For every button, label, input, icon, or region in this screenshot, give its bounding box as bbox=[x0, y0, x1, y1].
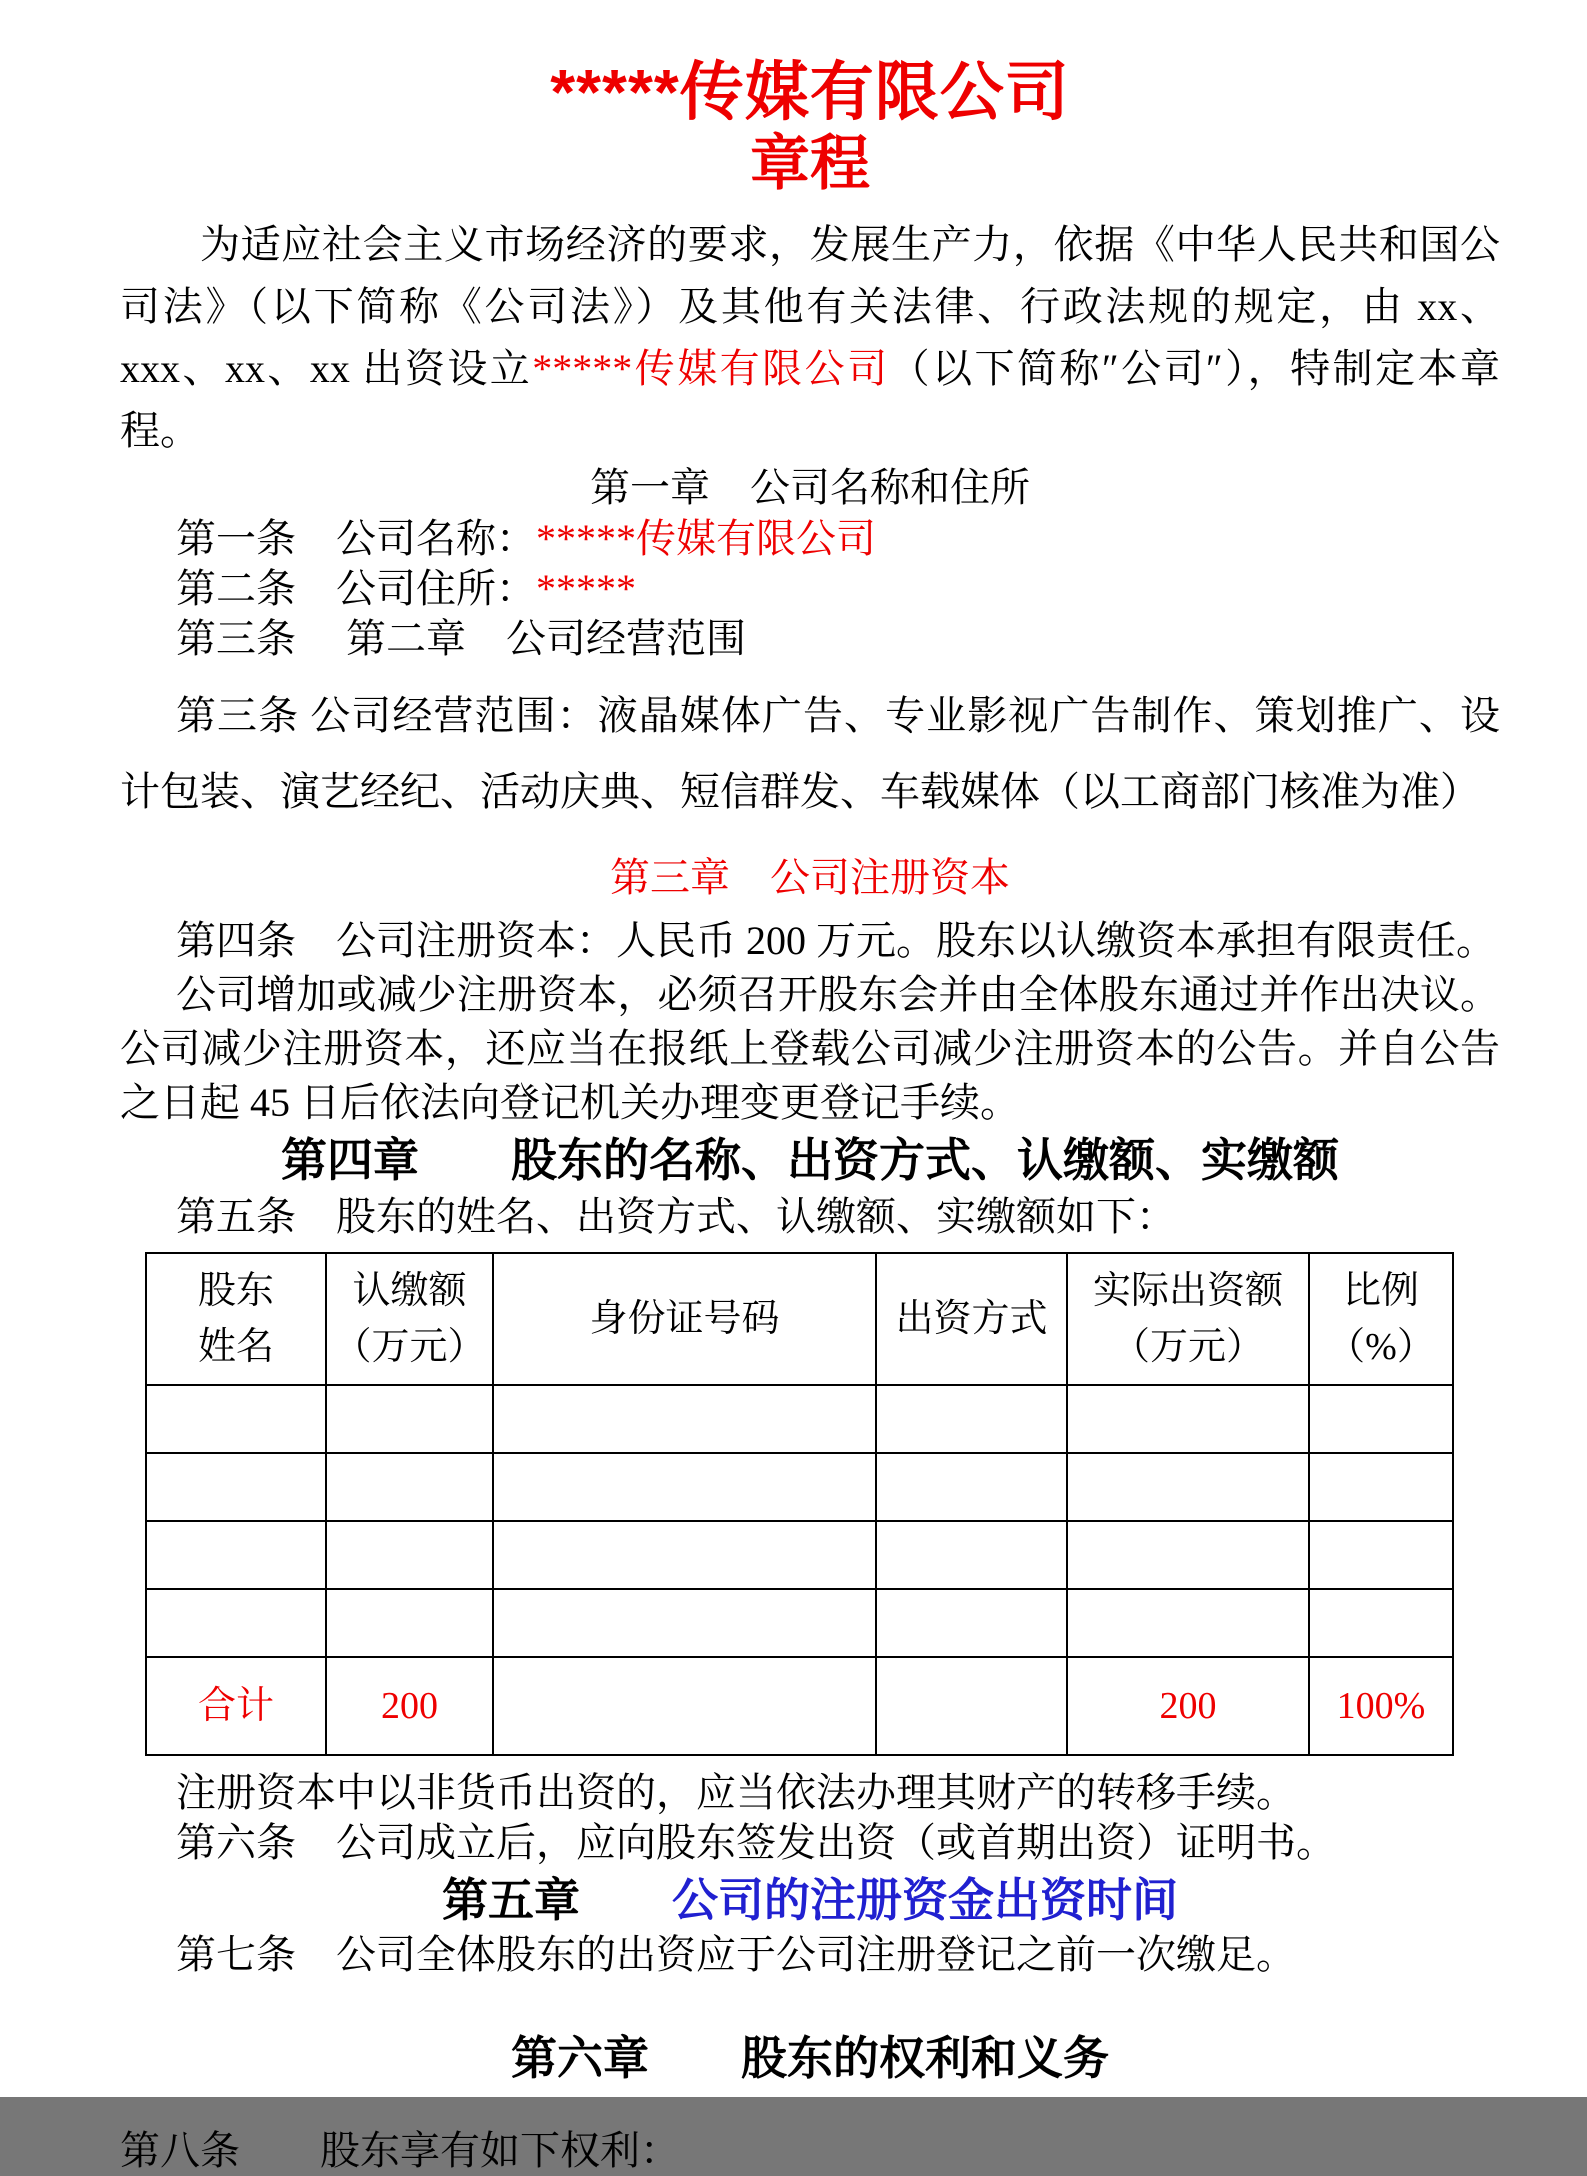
article2-label: 第二条 公司住所： bbox=[176, 566, 536, 611]
total-method bbox=[876, 1657, 1067, 1755]
chapter5-label: 第五章 bbox=[442, 1874, 672, 1926]
article3-business-scope: 第三条 公司经营范围：液晶媒体广告、专业影视广告制作、策划推广、设计包装、演艺经纪、活动庆典、短信群发、车载媒体（以工商部门核准为准） bbox=[120, 693, 1500, 814]
chapter4-heading: 第四章 股东的名称、出资方式、认缴额、实缴额 bbox=[281, 1134, 1339, 1186]
chapter5-title: 公司的注册资金出资时间 bbox=[672, 1874, 1178, 1926]
total-subscribed: 200 bbox=[326, 1657, 493, 1755]
header-subscribed-amount: 认缴额 （万元） bbox=[326, 1253, 493, 1385]
chapter6-heading: 第六章 股东的权利和义务 bbox=[511, 2032, 1109, 2084]
intro-text-2: （以下简称″公司″），特制定本章程。 bbox=[120, 346, 1501, 453]
header-ratio: 比例 （%） bbox=[1309, 1253, 1453, 1385]
header-id-number: 身份证号码 bbox=[493, 1253, 876, 1385]
intro-paragraph bbox=[120, 214, 1500, 462]
article4-line: 第四条 公司注册资本：人民币 200 万元。股东以认缴资本承担有限责任。 bbox=[176, 918, 1496, 963]
table-empty-row bbox=[146, 1453, 1453, 1521]
total-actual: 200 bbox=[1067, 1657, 1309, 1755]
total-id-number bbox=[493, 1657, 876, 1755]
total-label: 合计 bbox=[146, 1657, 326, 1755]
table-empty-row bbox=[146, 1589, 1453, 1657]
article5-line: 第五条 股东的姓名、出资方式、认缴额、实缴额如下： bbox=[176, 1194, 1176, 1239]
header-contribution-method: 出资方式 bbox=[876, 1253, 1067, 1385]
chapter1-heading: 第一章 公司名称和住所 bbox=[590, 465, 1030, 510]
table-empty-row bbox=[146, 1521, 1453, 1589]
chapter5-heading bbox=[120, 1874, 1500, 1926]
article1-line bbox=[120, 514, 1500, 564]
shareholder-table bbox=[145, 1252, 1454, 1756]
table-header-row bbox=[146, 1253, 1453, 1385]
article7-line: 第七条 公司全体股东的出资应于公司注册登记之前一次缴足。 bbox=[176, 1932, 1296, 1977]
table-total-row bbox=[146, 1657, 1453, 1755]
company-title: *****传媒有限公司 bbox=[550, 56, 1070, 128]
article1-company-name: *****传媒有限公司 bbox=[536, 516, 876, 561]
article8-line: 第八条 股东享有如下权利： bbox=[120, 2128, 680, 2173]
header-actual-amount: 实际出资额 （万元） bbox=[1067, 1253, 1309, 1385]
article2-address-masked: ***** bbox=[536, 566, 636, 611]
article3-chapter2-line: 第三条 第二章 公司经营范围 bbox=[176, 616, 746, 661]
article1-label: 第一条 公司名称： bbox=[176, 516, 536, 561]
intro-company-name: *****传媒有限公司 bbox=[532, 346, 890, 391]
chapter3-heading: 第三章 公司注册资本 bbox=[610, 855, 1010, 900]
header-shareholder-name: 股东 姓名 bbox=[146, 1253, 326, 1385]
table-empty-row bbox=[146, 1385, 1453, 1453]
article6-line: 第六条 公司成立后，应向股东签发出资（或首期出资）证明书。 bbox=[176, 1820, 1336, 1865]
charter-subtitle: 章程 bbox=[750, 130, 870, 197]
article4-capital-paragraph: 公司增加或减少注册资本，必须召开股东会并由全体股东通过并作出决议。公司减少注册资本，还应当在报纸上登载公司减少注册资本的公告。并自公告之日起 45 日后依法向登记机关办理变更登记手续。 bbox=[120, 972, 1500, 1125]
non-monetary-note: 注册资本中以非货币出资的，应当依法办理其财产的转移手续。 bbox=[176, 1770, 1296, 1815]
intro-text-1: 为适应社会主义市场经济的要求，发展生产力，依据《中华人民共和国公司法》（以下简称《公司法》）及其他有关法律、行政法规的规定，由 xx、xxx、xx、xx 出资设立 bbox=[120, 222, 1500, 391]
article2-line bbox=[120, 564, 1500, 614]
total-ratio: 100% bbox=[1309, 1657, 1453, 1755]
